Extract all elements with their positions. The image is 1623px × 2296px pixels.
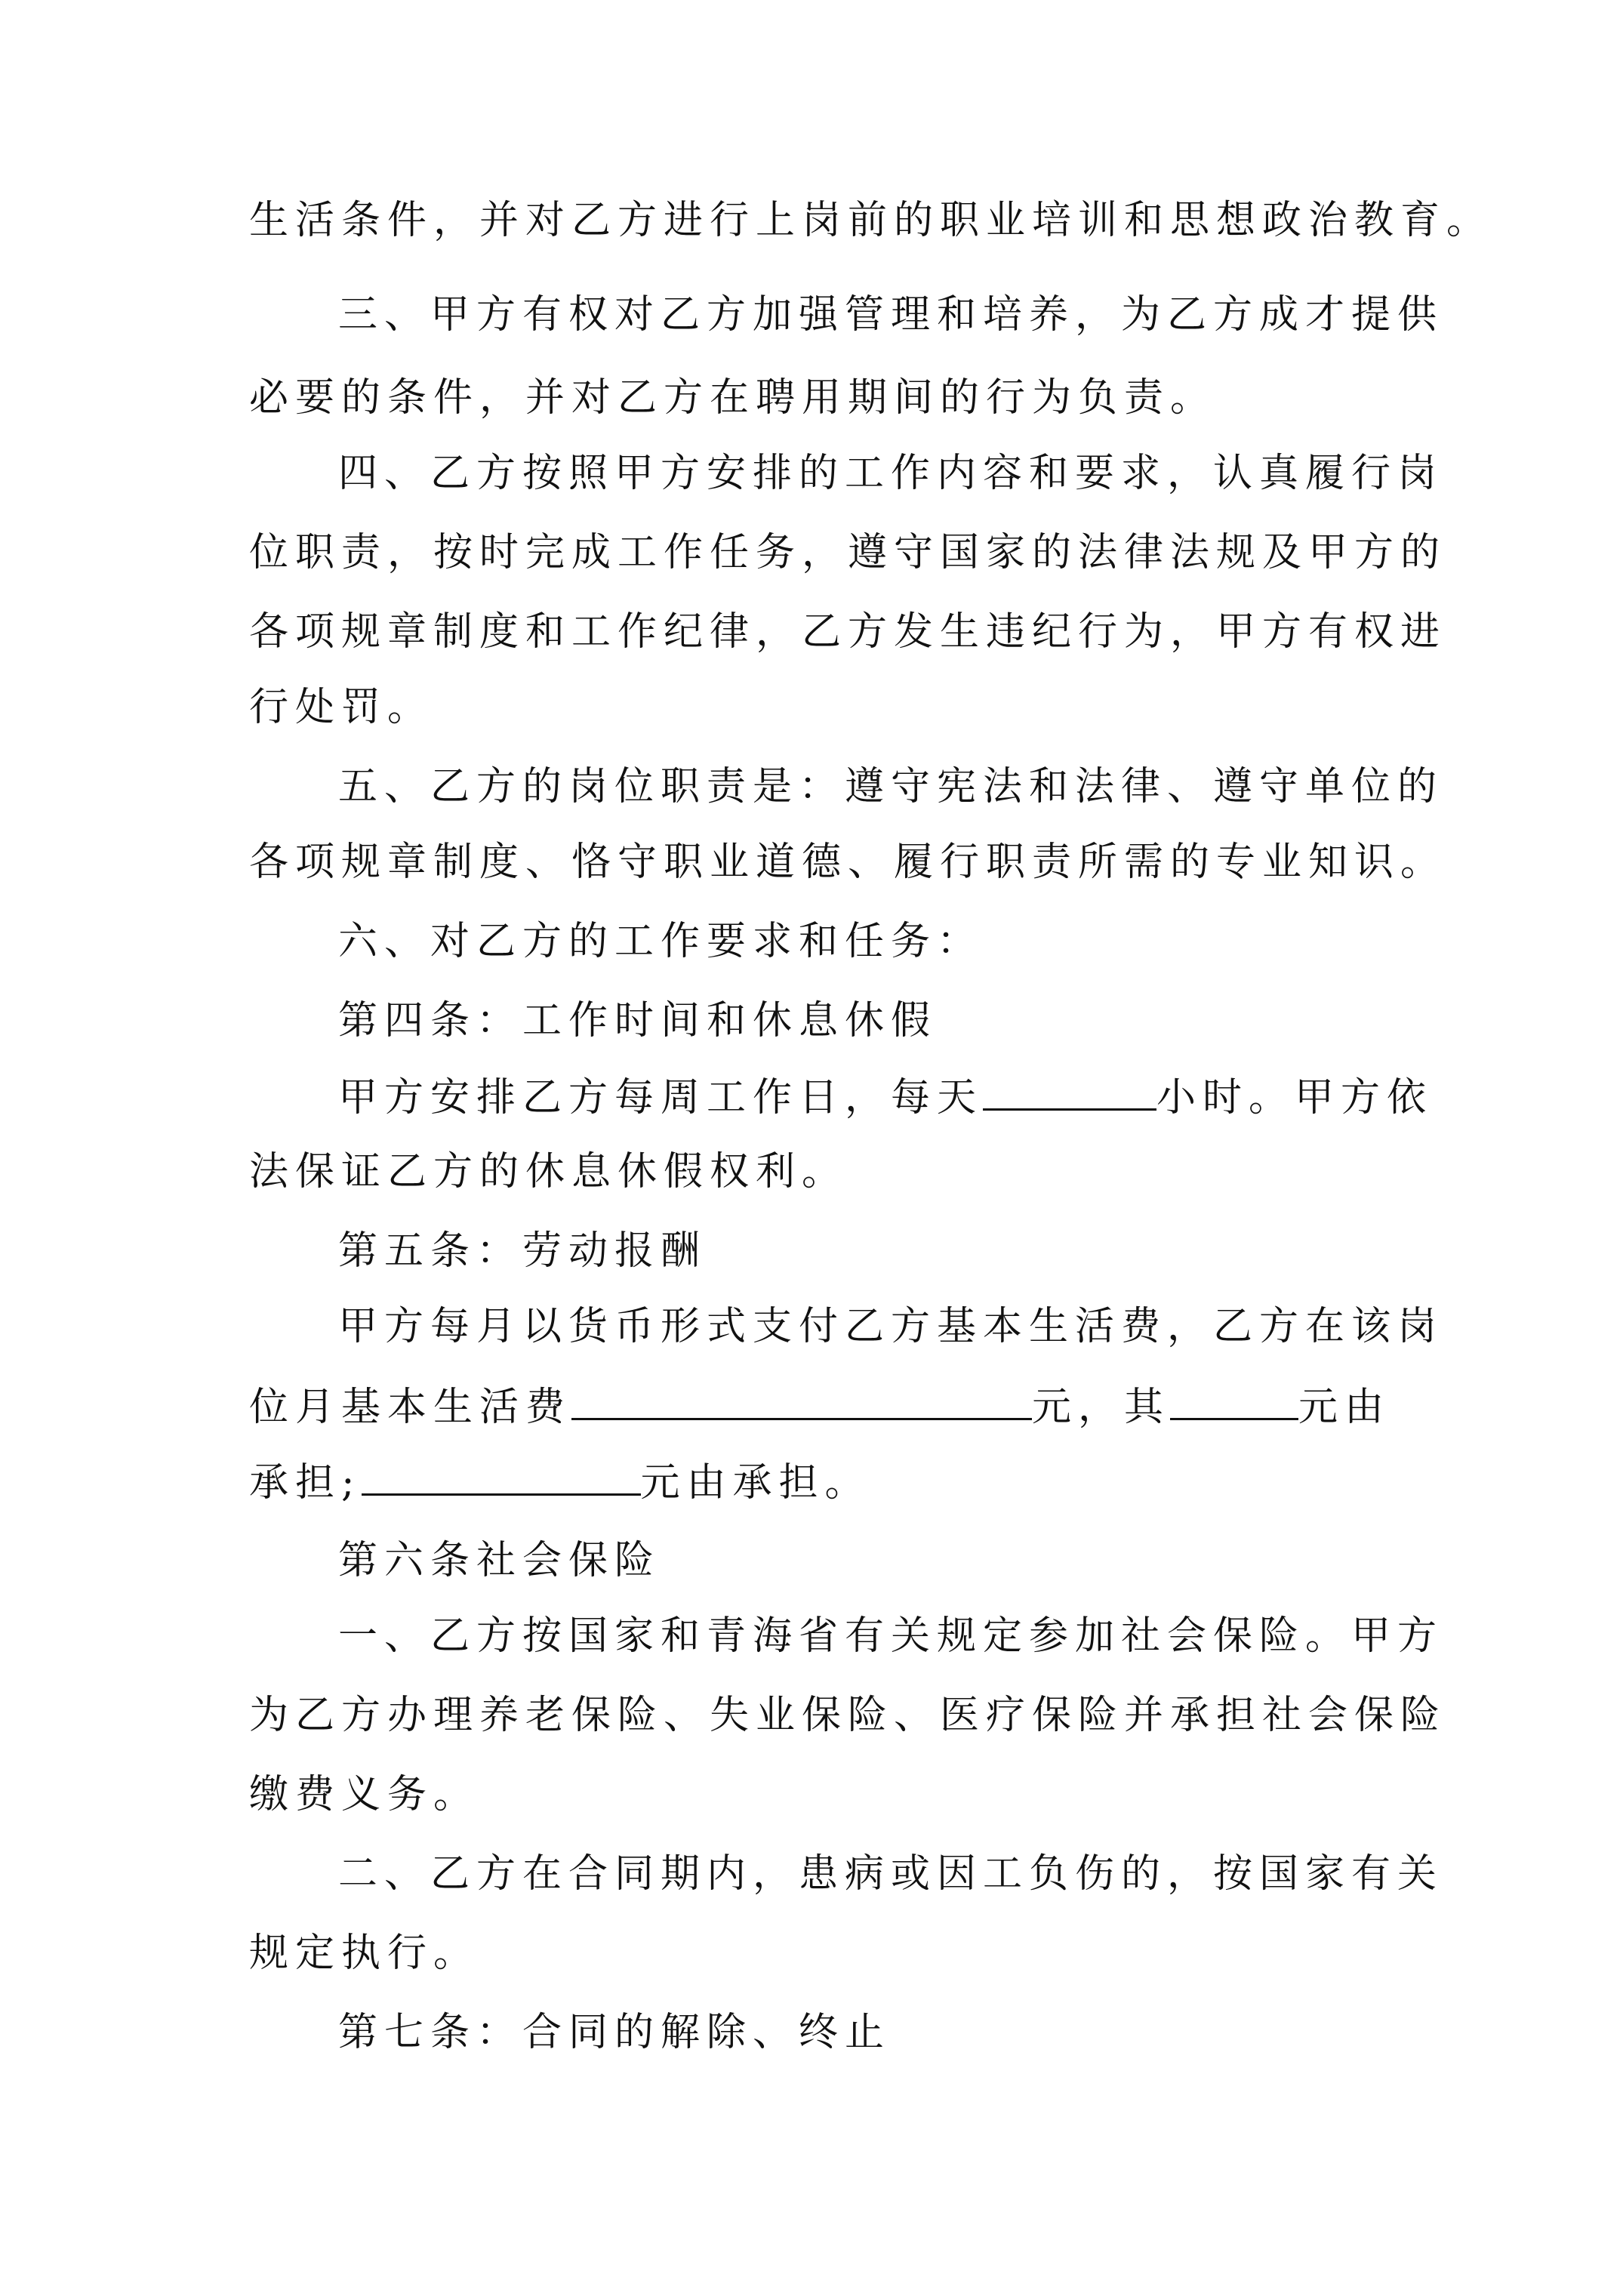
burden-line [249,1457,871,1507]
clause-4-line: 四、乙方按照甲方安排的工作内容和要求，认真履行岗 [338,451,1444,496]
text-line: 一、乙方按国家和青海省有关规定参加社会保险。甲方 [338,1613,1444,1659]
text-segment: 元由承担。 [640,1460,871,1505]
text-line: 各项规章制度和工作纪律，乙方发生违纪行为，甲方有权进 [249,609,1447,655]
text-line: 法保证乙方的休息休假权利。 [249,1149,848,1194]
clause-3-line: 三、甲方有权对乙方加强管理和培养，为乙方成才提供 [338,292,1444,337]
clause-5-line: 五、乙方的岗位职责是：遵守宪法和法律、遵守单位的 [338,764,1444,809]
text-line: 二、乙方在合同期内，患病或因工负伤的，按国家有关 [338,1851,1444,1897]
fill-in-blank[interactable] [983,1072,1156,1111]
text-segment: 元由 [1298,1385,1391,1430]
text-line: 位职责，按时完成工作任务，遵守国家的法律法规及甲方的 [249,530,1447,575]
text-line: 缴费义务。 [249,1772,480,1817]
fill-in-blank[interactable] [1170,1382,1298,1420]
clause-6-line: 六、对乙方的工作要求和任务： [338,919,984,964]
text-segment: 小时。甲方依 [1156,1075,1434,1120]
fill-in-blank[interactable] [571,1382,1032,1420]
text-line: 甲方每月以货币形式支付乙方基本生活费，乙方在该岗 [338,1304,1444,1349]
article-7-heading: 第七条：合同的解除、终止 [338,2010,892,2055]
text-segment: 承担; [249,1460,362,1505]
text-line: 生活条件，并对乙方进行上岗前的职业培训和思想政治教育。 [249,198,1493,243]
fill-in-blank[interactable] [362,1457,641,1496]
text-line: 为乙方办理养老保险、失业保险、医疗保险并承担社会保险 [249,1693,1447,1738]
salary-line [249,1382,1390,1432]
text-line: 各项规章制度、恪守职业道德、履行职责所需的专业知识。 [249,840,1447,885]
text-segment: 元，其 [1032,1385,1171,1430]
text-segment: 位月基本生活费 [249,1385,572,1430]
article-5-heading: 第五条：劳动报酬 [338,1228,707,1274]
text-line: 规定执行。 [249,1931,480,1976]
text-line: 必要的条件，并对乙方在聘用期间的行为负责。 [249,375,1217,421]
article-4-heading: 第四条：工作时间和休息休假 [338,998,938,1043]
work-hours-line [338,1072,1433,1122]
text-segment: 甲方安排乙方每周工作日，每天 [338,1075,984,1120]
article-6-heading: 第六条社会保险 [338,1538,661,1583]
text-line: 行处罚。 [249,685,434,730]
